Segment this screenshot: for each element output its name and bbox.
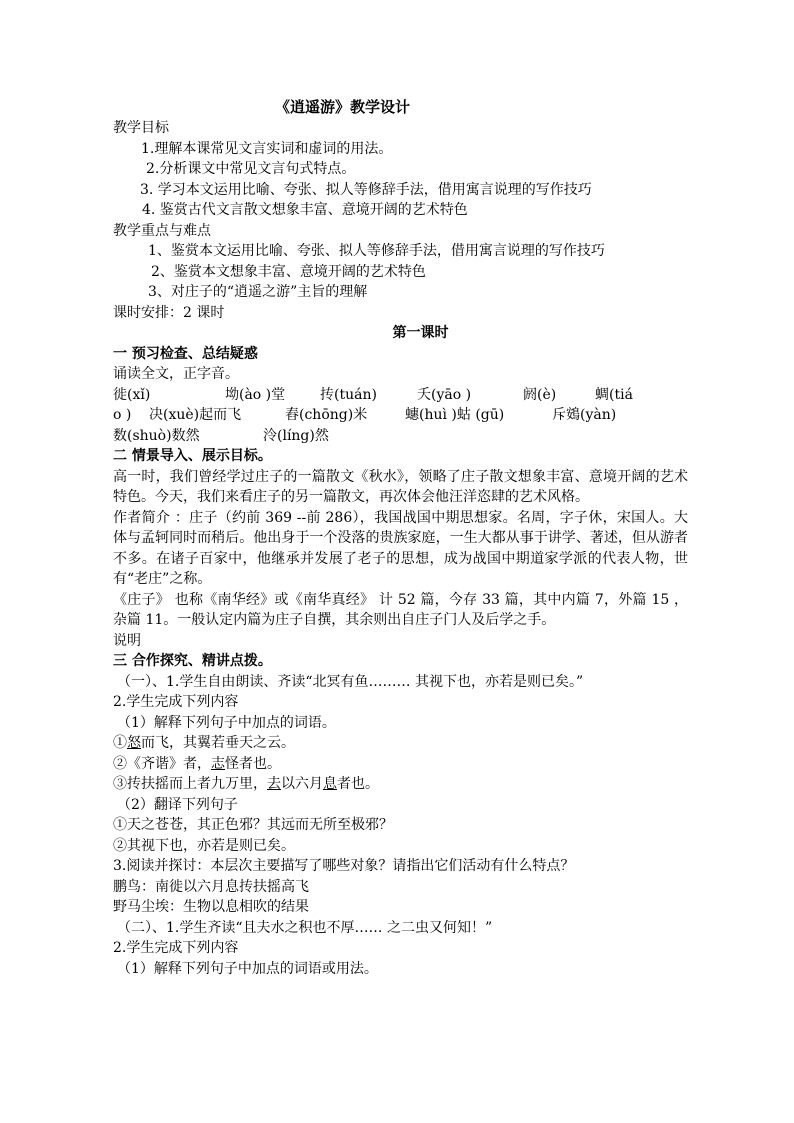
paragraph: （2）翻译下列句子	[117, 796, 238, 813]
paragraph: 野马尘埃：生物以息相吹的结果	[113, 899, 309, 915]
focus-heading: 教学重点与难点	[113, 222, 211, 239]
pinyin-item: 坳(ào )堂	[225, 386, 286, 403]
lesson-heading: 第一课时	[392, 325, 449, 341]
marked-word: 去	[267, 776, 281, 792]
marked-word: 息	[323, 776, 337, 792]
paragraph: 作者简介 ：庄子（约前 369 --前 286），我国战国中期思想家。名周，字子休，宋国人。大体与孟轲同时而稍后。他出身于一个没落的贵族家庭，一生大都从事于讲学、著述，但从游者不多。在诸子百家中，他继承并发展了老子的思想，成为战国中期道家学派的代表人物，世有“老庄”之称。	[113, 509, 688, 587]
goal-item: 4. 鉴赏古代文言散文想象丰富、意境开阔的艺术特色	[142, 202, 468, 218]
section-heading: 二 情景导入、展示目标。	[113, 448, 272, 464]
section-heading: 一 预习检查、总结疑惑	[113, 345, 258, 362]
pinyin-item: 舂(chōng)米	[285, 407, 368, 423]
pinyin-item: 决(xuè)起而飞	[149, 407, 242, 423]
section-heading: 三 合作探究、精讲点拨。	[113, 653, 272, 669]
marked-word: 志	[211, 755, 225, 772]
paragraph: 3.阅读并探讨：本层次主要描写了哪些对象？请指出它们活动有什么特点？	[113, 858, 575, 874]
goal-item: 3. 学习本文运用比喻、夸张、拟人等修辞手法，借用寓言说理的写作技巧	[140, 181, 592, 198]
pinyin-item: 蟪(huì )蛄 (gū)	[405, 407, 505, 423]
paragraph: 诵读全文，正字音。	[113, 366, 239, 382]
focus-item: 3、对庄子的“逍遥之游”主旨的理解	[148, 284, 368, 300]
pinyin-item: 徙(xǐ)	[113, 386, 151, 403]
text-run: 以六月	[281, 776, 323, 792]
paragraph: 高一时，我们曾经学过庄子的一篇散文《秋水》，领略了庄子散文想象丰富、意境开阔的艺术特色。今天，我们来看庄子的另一篇散文，再次体会他汪洋恣肆的艺术风格。	[113, 468, 688, 505]
document-title: 《逍遥游》教学设计	[275, 98, 411, 116]
pinyin-item: 泠(líng)然	[263, 427, 329, 444]
paragraph: 鹏鸟：南徙以六月息抟扶摇高飞	[113, 878, 309, 895]
paragraph: 说明	[113, 632, 141, 649]
pinyin-item: 阏(è)	[523, 386, 557, 403]
text-run: ②《齐谐》者，	[113, 755, 211, 772]
paragraph	[113, 774, 688, 795]
pinyin-item: 斥鴳(yàn)	[552, 407, 617, 423]
text-run: 者也。	[337, 776, 379, 792]
document-page	[113, 96, 688, 979]
text-run: ①	[113, 735, 127, 751]
focus-item: 1、鉴赏本文运用比喻、夸张、拟人等修辞手法，借用寓言说理的写作技巧	[148, 243, 605, 259]
marked-word: 怒	[127, 735, 141, 751]
schedule: 课时安排：2 课时	[113, 304, 225, 321]
pinyin-row	[113, 385, 688, 406]
text-run: ③抟扶摇而上者九万里，	[113, 776, 267, 792]
pinyin-item: 抟(tuán)	[320, 386, 377, 403]
paragraph: （二）、1.学生齐读“且夫水之积也不厚…… 之二虫又何知！”	[117, 919, 493, 936]
paragraph: 2.学生完成下列内容	[113, 940, 239, 956]
focus-item: 2、鉴赏本文想象丰富、意境开阔的艺术特色	[151, 263, 426, 280]
paragraph	[113, 754, 688, 775]
pinyin-item: o )	[113, 407, 132, 423]
text-run: 而飞，其翼若垂天之云。	[141, 735, 295, 751]
paragraph: （一）、1.学生自由朗读、齐读“北冥有鱼……… 其视下也，亦若是则已矣。”	[117, 673, 584, 690]
pinyin-row	[113, 426, 688, 447]
text-run: 怪者也。	[225, 755, 281, 772]
pinyin-item: 夭(yāo )	[417, 386, 472, 403]
goals-heading: 教学目标	[113, 120, 169, 136]
pinyin-item: 蜩(tiá	[595, 386, 633, 403]
paragraph: （1）解释下列句子中加点的词语或用法。	[117, 960, 378, 977]
goal-item: 2.分析课文中常见文言句式特点。	[146, 161, 356, 177]
goal-item: 1.理解本课常见文言实词和虚词的用法。	[141, 140, 393, 157]
paragraph: ②其视下也，亦若是则已矣。	[113, 837, 295, 854]
paragraph: （1）解释下列句子中加点的词语。	[117, 714, 336, 731]
paragraph	[113, 733, 688, 754]
paragraph: 2.学生完成下列内容	[113, 694, 239, 710]
paragraph: ①天之苍苍，其正色邪？其远而无所至极邪？	[113, 817, 393, 833]
pinyin-row	[113, 405, 688, 426]
paragraph: 《庄子》 也称《南华经》或《南华真经》 计 52 篇，今存 33 篇，其中内篇 7，外篇 15 ，杂篇 11。一般认定内篇为庄子自撰，其余则出自庄子门人及后学之手。	[113, 591, 688, 628]
pinyin-item: 数(shuò)数然	[113, 427, 200, 444]
